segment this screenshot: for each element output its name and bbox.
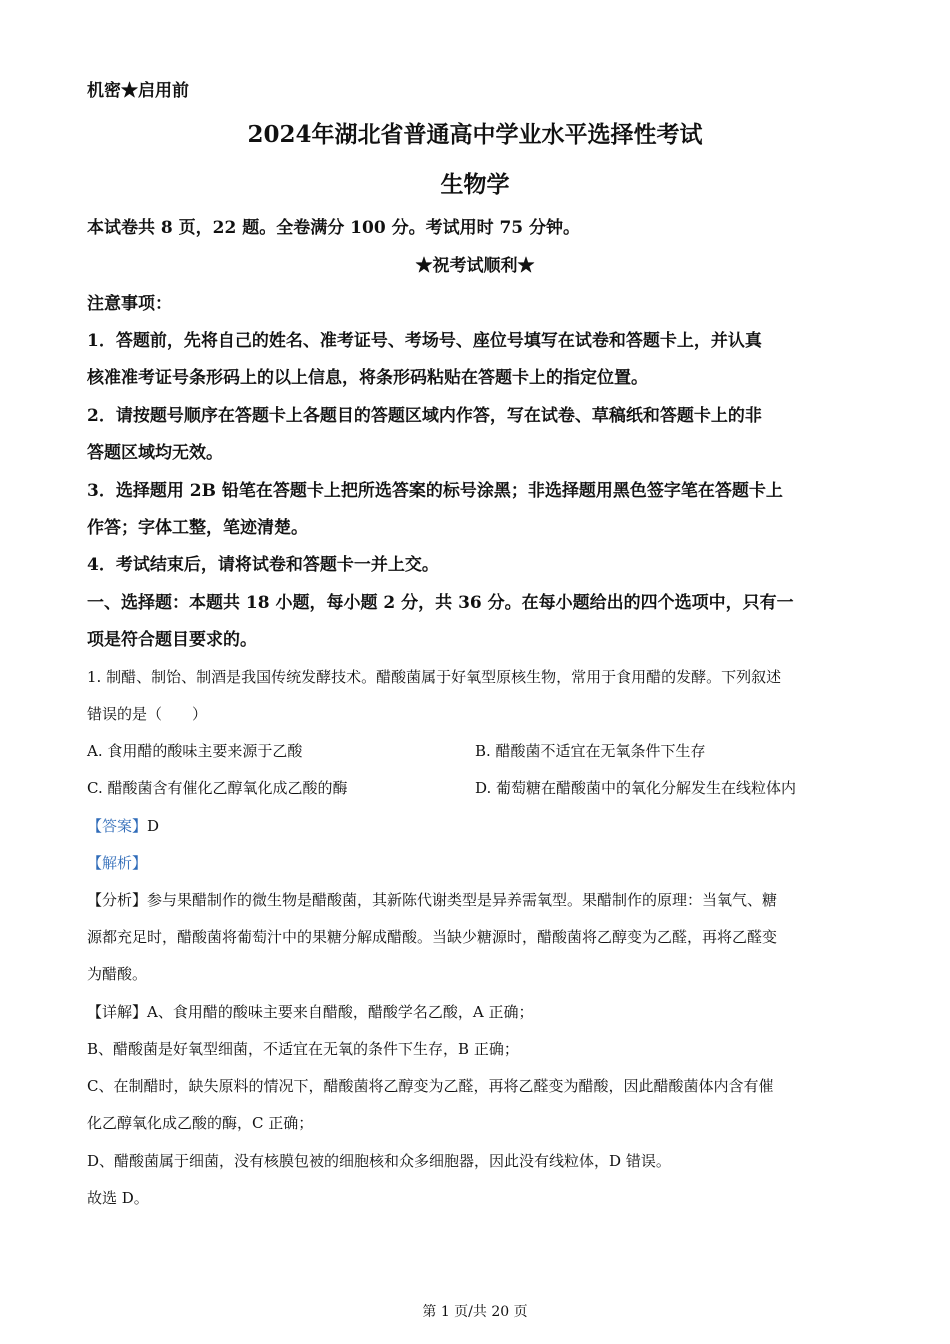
option-c: C. 醋酸菌含有催化乙醇氧化成乙酸的酶 xyxy=(87,779,348,797)
detail-line-3: C、在制醋时，缺失原料的情况下，醋酸菌将乙醇变为乙醛，再将乙醛变为醋酸，因此醋酸菌体内含有催 xyxy=(87,1077,774,1095)
analysis-line-3: 为醋酸。 xyxy=(87,965,148,983)
page-footer: 第 1 页/共 20 页 xyxy=(422,1304,528,1320)
note-1-line-1: 1．答题前，先将自己的姓名、准考证号、考场号、座位号填写在试卷和答题卡上，并认真 xyxy=(87,331,762,351)
option-a: A. 食用醋的酸味主要来源于乙酸 xyxy=(87,742,303,760)
fenxi-tag: 【分析】 xyxy=(87,891,148,909)
detail-text-1: A、食用醋的酸味主要来自醋酸，醋酸学名乙酸，A 正确； xyxy=(147,1003,534,1021)
note-3-line-2: 作答；字体工整，笔迹清楚。 xyxy=(87,518,308,538)
analysis-tag: 【解析】 xyxy=(87,854,148,872)
analysis-line-2: 源都充足时，醋酸菌将葡萄汁中的果糖分解成醋酸。当缺少糖源时，醋酸菌将乙醇变为乙醛，再将乙醛变 xyxy=(87,928,778,946)
note-2-line-1: 2．请按题号顺序在答题卡上各题目的答题区域内作答，写在试卷、草稿纸和答题卡上的非 xyxy=(87,406,762,426)
option-d: D. 葡萄糖在醋酸菌中的氧化分解发生在线粒体内 xyxy=(475,779,797,797)
exam-info: 本试卷共 8 页，22 题。全卷满分 100 分。考试用时 75 分钟。 xyxy=(87,218,581,238)
answer-value: D xyxy=(147,817,160,835)
detail-line-6: 故选 D。 xyxy=(87,1189,149,1207)
notes-title: 注意事项： xyxy=(87,294,172,314)
detail-line-2: B、醋酸菌是好氧型细菌，不适宜在无氧的条件下生存，B 正确； xyxy=(87,1040,519,1058)
question-1-stem-line-2: 错误的是（ ） xyxy=(87,705,208,723)
section-heading-line-2: 项是符合题目要求的。 xyxy=(87,630,257,650)
question-1-stem-line-1: 1. 制醋、制饴、制酒是我国传统发酵技术。醋酸菌属于好氧型原核生物，常用于食用醋的发酵。下列叙述 xyxy=(87,668,782,686)
answer-line xyxy=(87,816,159,836)
note-2-line-2: 答题区域均无效。 xyxy=(87,443,223,463)
detail-line-1 xyxy=(87,1002,533,1022)
analysis-line-1 xyxy=(87,890,777,910)
good-luck-line: ★祝考试顺利★ xyxy=(415,256,535,276)
detail-line-4: 化乙醇氧化成乙酸的酶，C 正确； xyxy=(87,1114,314,1132)
section-heading-line-1: 一、选择题：本题共 18 小题，每小题 2 分，共 36 分。在每小题给出的四个选项中，只有一 xyxy=(87,593,794,613)
note-4-line-1: 4．考试结束后，请将试卷和答题卡一并上交。 xyxy=(87,555,439,575)
confidential-label: 机密★启用前 xyxy=(87,81,189,101)
detail-line-5: D、醋酸菌属于细菌，没有核膜包被的细胞核和众多细胞器，因此没有线粒体，D 错误。 xyxy=(87,1152,671,1170)
note-1-line-2: 核准准考证号条形码上的以上信息，将条形码粘贴在答题卡上的指定位置。 xyxy=(87,368,648,388)
exam-title: 2024年湖北省普通高中学业水平选择性考试 xyxy=(247,121,703,148)
subject-title: 生物学 xyxy=(440,171,510,198)
option-b: B. 醋酸菌不适宜在无氧条件下生存 xyxy=(475,742,706,760)
note-3-line-1: 3．选择题用 2B 铅笔在答题卡上把所选答案的标号涂黑；非选择题用黑色签字笔在答题卡上 xyxy=(87,481,783,501)
xiangjie-tag: 【详解】 xyxy=(87,1003,148,1021)
fenxi-text-1: 参与果醋制作的微生物是醋酸菌，其新陈代谢类型是异养需氧型。果醋制作的原理：当氧气、糖 xyxy=(147,891,778,909)
answer-tag: 【答案】 xyxy=(87,817,148,835)
